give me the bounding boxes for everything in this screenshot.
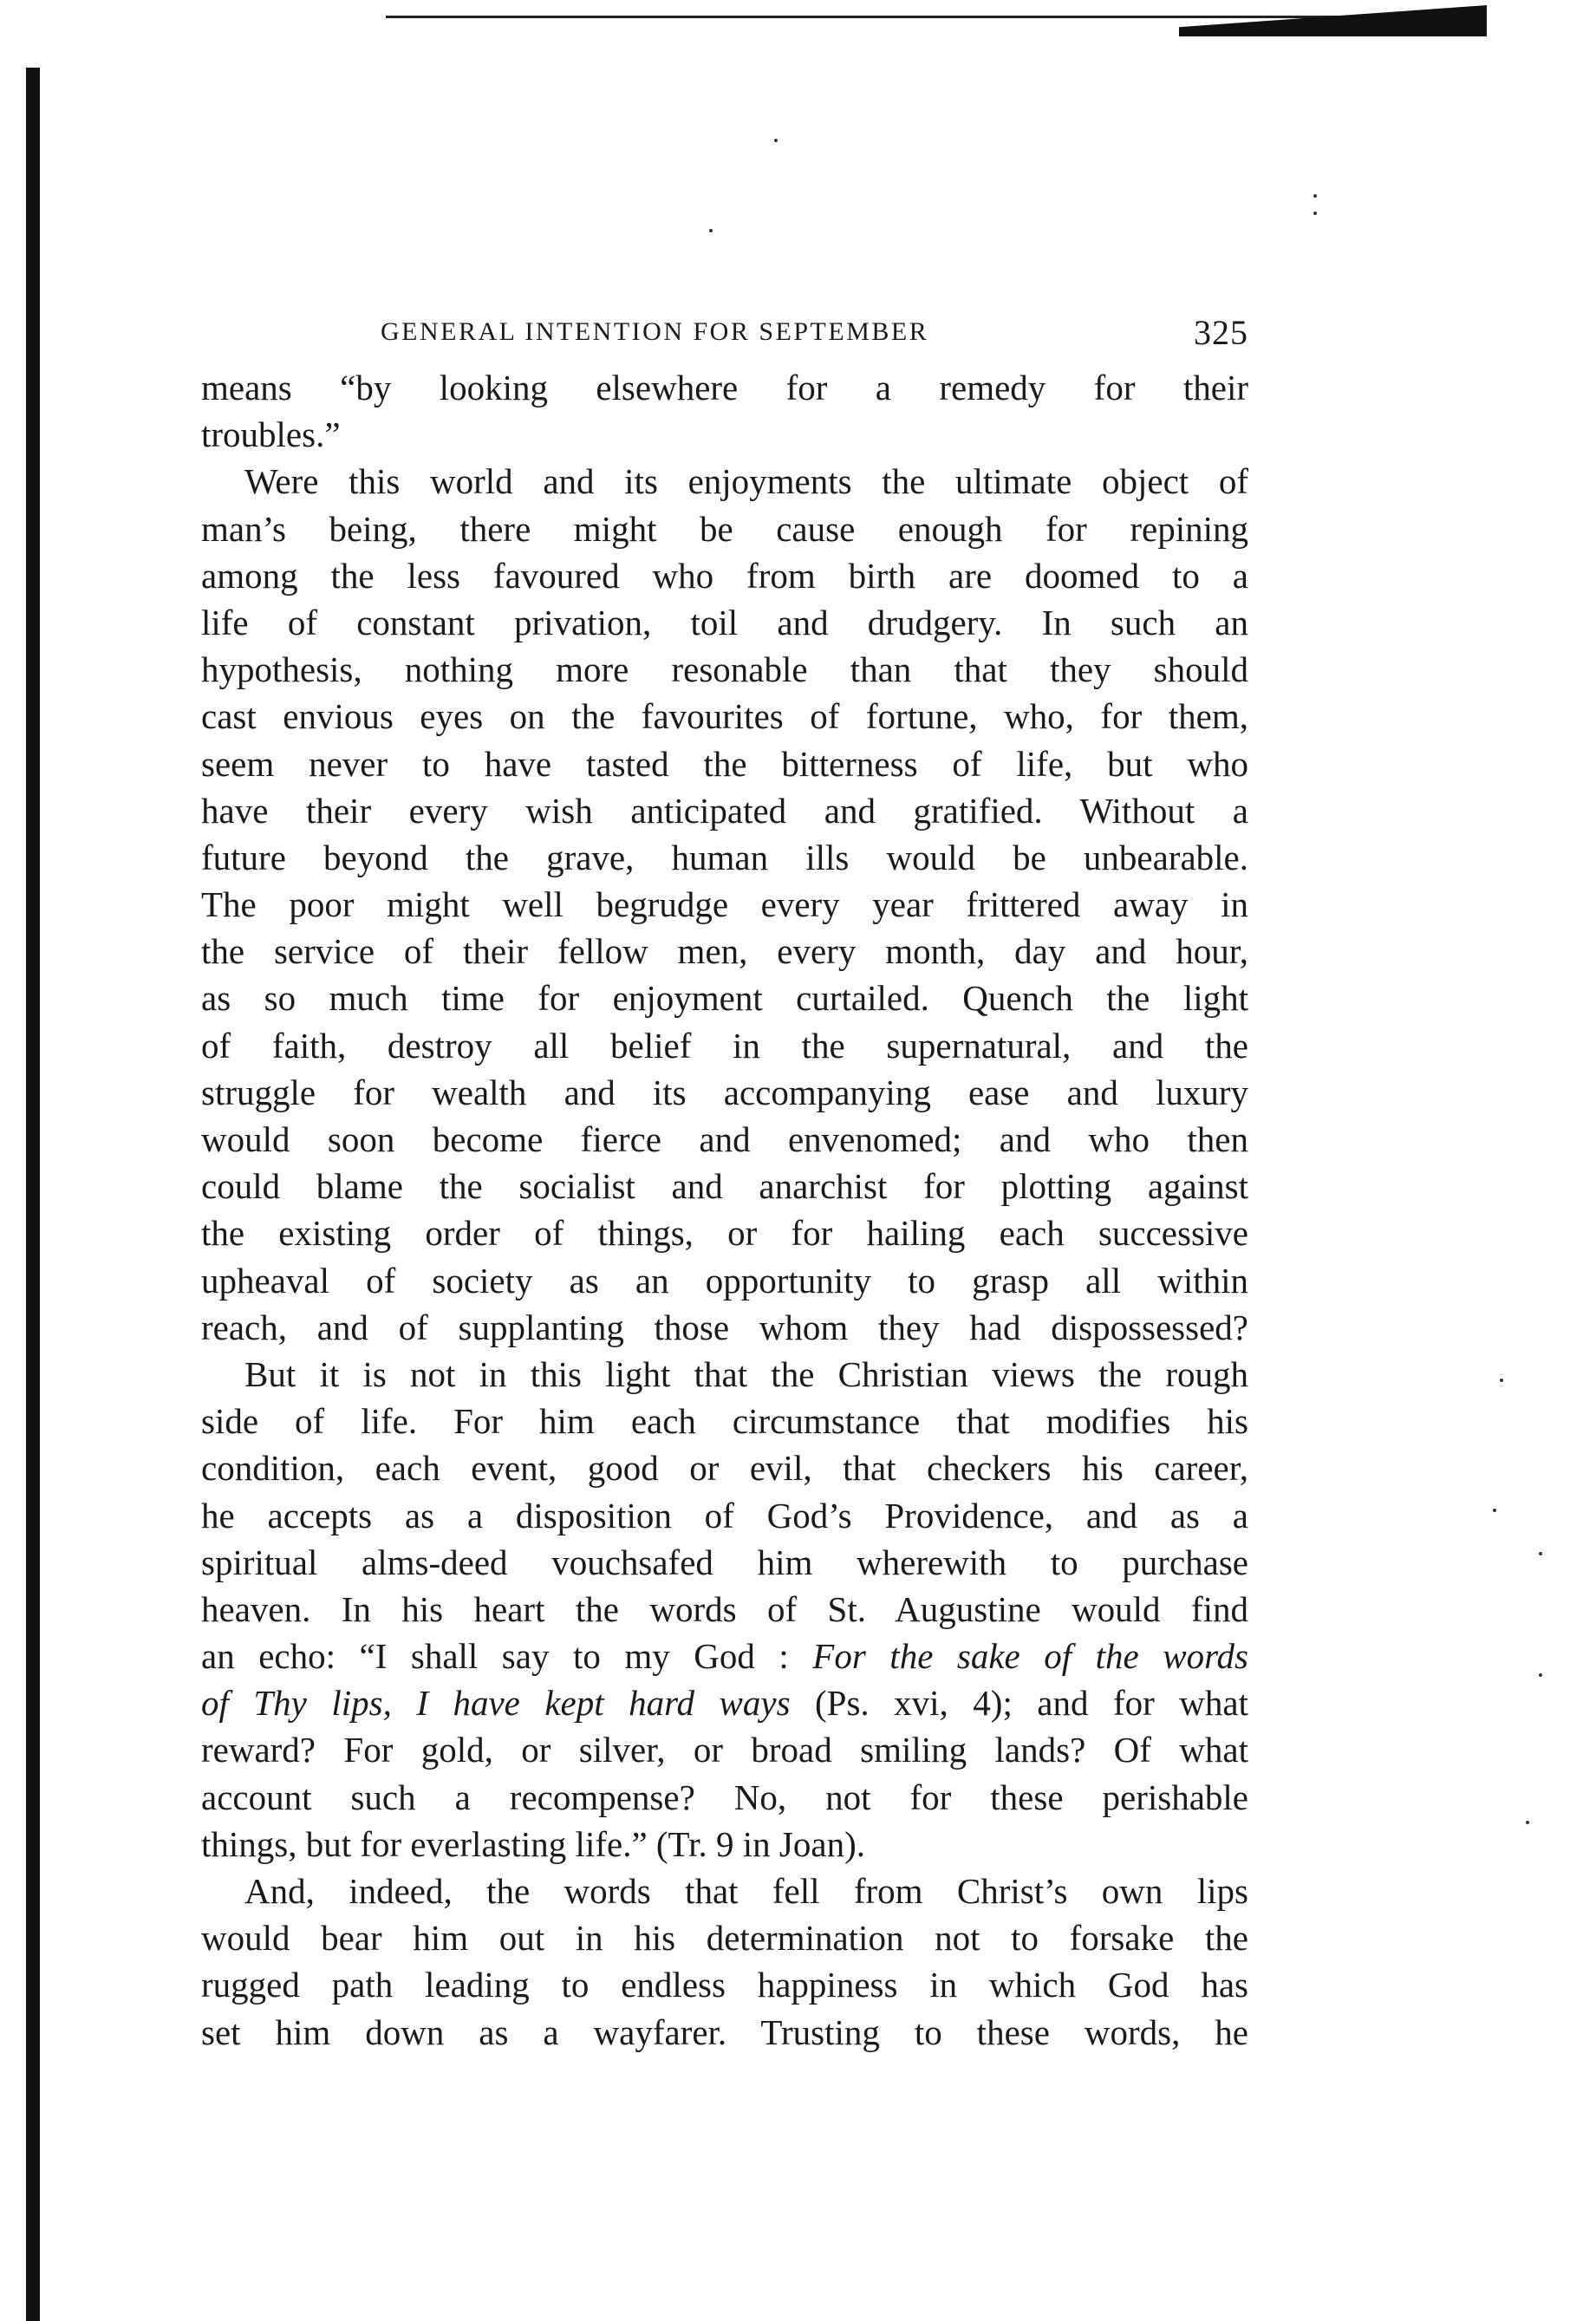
scan-speck xyxy=(1313,212,1317,215)
text-line: among the less favoured who from birth are doomed to a xyxy=(201,555,1248,596)
text-line: he accepts as a disposition of God’s Providence, and as a xyxy=(201,1495,1248,1535)
text-line xyxy=(201,1679,1248,1726)
scan-speck xyxy=(1526,1821,1529,1824)
text-line: means “by looking elsewhere for a remedy for their xyxy=(201,368,1248,407)
text-line: would soon become fierce and envenomed; and who then xyxy=(201,1119,1248,1159)
text-line: reach, and of supplanting those whom they had dispossessed? xyxy=(201,1307,1248,1347)
text-line: hypothesis, nothing more resonable than that they should xyxy=(201,649,1248,690)
text-line: upheaval of society as an opportunity to grasp all within xyxy=(201,1260,1248,1301)
scan-speck xyxy=(1313,194,1317,198)
scan-speck xyxy=(1500,1379,1503,1382)
text-line: life of constant privation, toil and drudgery. In such an xyxy=(201,602,1248,642)
text-line: have their every wish anticipated and gratified. Without a xyxy=(201,790,1248,831)
scan-speck xyxy=(774,139,778,142)
text-line: condition, each event, good or evil, that checkers his career, xyxy=(201,1448,1248,1489)
running-head xyxy=(201,313,1248,359)
text-line: reward? For gold, or silver, or broad smiling lands? Of what xyxy=(201,1730,1248,1770)
text-line: spiritual alms-deed vouchsafed him wherewith to purchase xyxy=(201,1542,1248,1582)
text-line: rugged path leading to endless happiness in which God has xyxy=(201,1965,1248,2005)
text-line: side of life. For him each circumstance that modifies his xyxy=(201,1401,1248,1442)
text-line: heaven. In his heart the words of St. Augustine would find xyxy=(201,1588,1248,1629)
running-head-title: GENERAL INTENTION FOR SEPTEMBER xyxy=(381,317,929,346)
text-line: troubles.” xyxy=(201,414,341,455)
italic-quotation: of Thy lips, I have kept hard ways xyxy=(201,1683,791,1724)
paragraph-start-line: Were this world and its enjoyments the ultimate object of xyxy=(244,461,1248,502)
text-line: struggle for wealth and its accompanying ease and luxury xyxy=(201,1072,1248,1112)
text-line: The poor might well begrudge every year frittered away in xyxy=(201,884,1248,925)
text-line: set him down as a wayfarer. Trusting to these words, he xyxy=(201,2011,1248,2052)
text-line: man’s being, there might be cause enough for repining xyxy=(201,508,1248,549)
text-line: seem never to have tasted the bitterness of life, but who xyxy=(201,743,1248,784)
scan-speck xyxy=(1539,1673,1542,1677)
text-line: the existing order of things, or for hailing each successive xyxy=(201,1213,1248,1254)
top-rule-edge xyxy=(1179,5,1487,36)
paragraph-start-line: And, indeed, the words that fell from Christ’s own lips xyxy=(244,1871,1248,1911)
text-segment: (Ps. xvi, 4); and for what xyxy=(815,1683,1248,1724)
text-line xyxy=(201,1633,1248,1679)
text-line: things, but for everlasting life.” (Tr. 9 in Joan). xyxy=(201,1823,865,1864)
paragraph-start-line: But it is not in this light that the Christian views the rough xyxy=(244,1353,1248,1394)
text-line: account such a recompense? No, not for these perishable xyxy=(201,1777,1248,1817)
page-number: 325 xyxy=(1194,313,1248,352)
text-line: future beyond the grave, human ills would be unbearable. xyxy=(201,837,1248,877)
scan-speck xyxy=(1539,1552,1542,1555)
binding-edge xyxy=(26,68,40,2321)
text-line: would bear him out in his determination not to forsake the xyxy=(201,1918,1248,1959)
text-line: as so much time for enjoyment curtailed. Quench the light xyxy=(201,978,1248,1019)
italic-quotation: For the sake of the words xyxy=(812,1636,1248,1677)
text-line: cast envious eyes on the favourites of fortune, who, for them, xyxy=(201,696,1248,737)
body-text xyxy=(201,364,1248,2056)
page xyxy=(201,313,1248,2056)
scan-speck xyxy=(1493,1509,1496,1512)
text-segment: an echo: “I shall say to my God : xyxy=(201,1636,789,1677)
text-line: the service of their fellow men, every month, day and hour, xyxy=(201,931,1248,972)
text-line: could blame the socialist and anarchist for plotting against xyxy=(201,1166,1248,1207)
scan-speck xyxy=(709,229,713,232)
text-line: of faith, destroy all belief in the supernatural, and the xyxy=(201,1025,1248,1066)
